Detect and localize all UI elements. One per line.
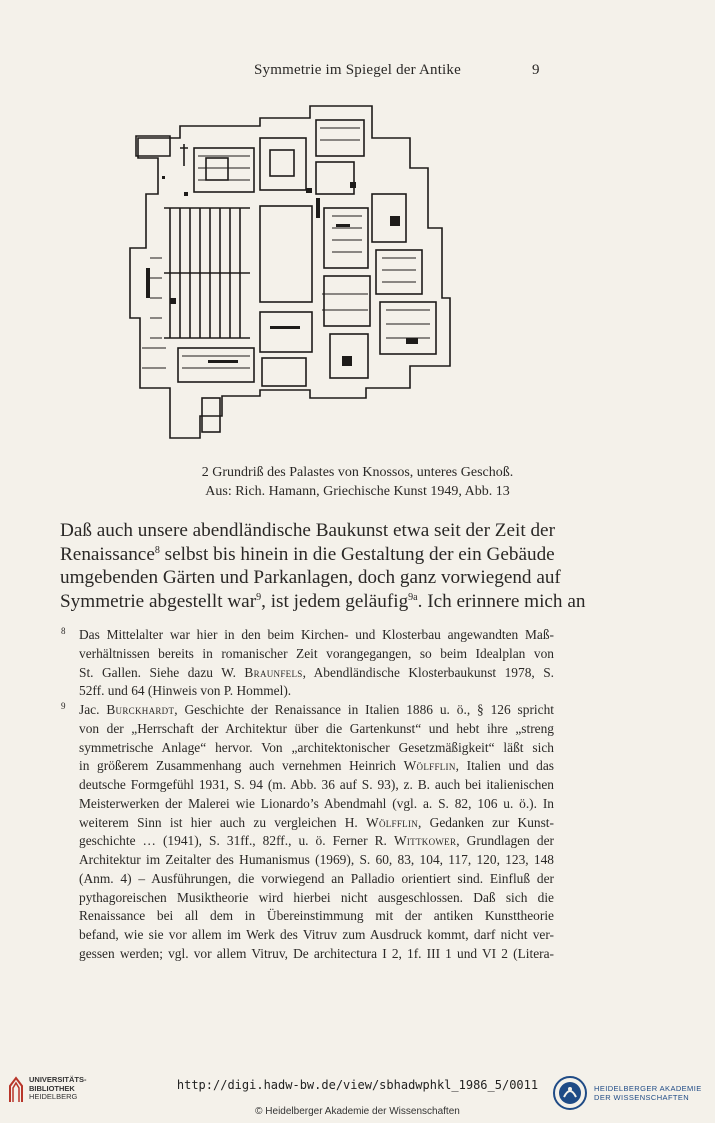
- footnote-number: 8: [61, 626, 66, 636]
- footnote-line: [79, 814, 554, 833]
- footnote-8: [60, 626, 554, 701]
- footnote-9: [60, 701, 554, 964]
- author-name: Wölfflin: [403, 758, 456, 774]
- body-text-fragment: , ist jedem geläufig: [261, 590, 409, 612]
- body-line-4: [60, 590, 586, 614]
- footnote-text: , Italien und das: [455, 758, 555, 774]
- knossos-floor-plan-figure: [110, 98, 470, 450]
- figure-caption-line-2: Aus: Rich. Hamann, Griechische Kunst 1949, Abb. 13: [205, 484, 510, 499]
- footnote-text: geschichte … (1941), S. 31ff., 82ff., u. ö. Ferner R.: [79, 833, 394, 849]
- academy-name: [594, 1084, 702, 1102]
- page-number: 9: [532, 62, 540, 78]
- author-name: Wölfflin: [366, 814, 419, 830]
- footnote-line: [79, 701, 554, 720]
- author-name: Burckhardt: [106, 702, 175, 717]
- footnotes-section: [60, 626, 554, 964]
- footnote-text: , Grundlagen der: [456, 833, 554, 849]
- footnote-line: Architektur im Zeitalter des Humanismus (1969), S. 60, 83, 104, 117, 120, 123, 148: [79, 852, 554, 867]
- footnote-line: Das Mittelalter war hier in den beim Kirchen- und Klosterbau angewandten Maß-: [79, 627, 554, 642]
- footnote-line: symmetrische Anlage“ hervor. Von „architektonischer Gesetzmäßigkeit“ läßt sich: [79, 739, 554, 755]
- footnote-ref-9a: 9a: [408, 591, 418, 603]
- permalink-url[interactable]: http://digi.hadw-bw.de/view/sbhadwphkl_1986_5/0011: [176, 1078, 539, 1092]
- body-line-2: [60, 543, 554, 567]
- floor-plan-drawing: [110, 98, 470, 450]
- footnote-ref-9: 9: [256, 591, 262, 603]
- body-text-fragment: . Ich erinnere mich an: [417, 590, 586, 612]
- academy-seal-icon: [552, 1075, 588, 1111]
- library-name-line: BIBLIOTHEK: [29, 1083, 75, 1093]
- footnote-text: weiterem Sinn ist hier auch zu vergleichen H.: [79, 814, 366, 830]
- footnote-text: St. Gallen. Siehe dazu W.: [79, 664, 245, 680]
- footnote-text: , Gedanken zur Kunst-: [418, 814, 554, 830]
- author-name: Wittkower: [393, 833, 457, 849]
- footnote-line: pythagoreischen Musiktheorie wird hierbei nicht ausgeschlossen. Daß sich die: [79, 889, 554, 905]
- footnote-line: Renaissance bei all dem in Übereinstimmung mit der antiken Kunsttheorie: [79, 908, 554, 924]
- footnote-line: Meisterwerken der Malerei wie Lionardo’s Abendmahl (vgl. a. S. 82, 106 u. ö.). In: [79, 795, 554, 811]
- body-paragraph: [60, 519, 586, 613]
- footnote-line: [79, 664, 554, 683]
- footnote-line: befand, wie sie vor allem im Werk des Vitruv zum Ausdruck kommt, darf nicht ver-: [79, 927, 554, 942]
- footnote-line: 52ff. und 64 (Hinweis von P. Hommel).: [79, 683, 292, 699]
- footnote-line: gessen werden; vgl. vor allem Vitruv, De architectura I 2, 1f. III 1 und VI 2 (Litera-: [79, 945, 554, 961]
- footnote-text: Jac.: [79, 702, 107, 717]
- body-line-3: umgebenden Gärten und Parkanlagen, doch ganz vorwiegend auf: [60, 567, 561, 588]
- library-name-line: UNIVERSITÄTS-: [29, 1075, 87, 1084]
- academy-name-line: HEIDELBERGER AKADEMIE: [594, 1084, 702, 1093]
- footnote-line: [79, 832, 554, 851]
- figure-caption-line-1: 2 Grundriß des Palastes von Knossos, unteres Geschoß.: [201, 465, 514, 480]
- footnote-number: 9: [61, 701, 66, 711]
- footnote-line: [79, 757, 554, 776]
- academy-logo[interactable]: [552, 1075, 702, 1111]
- library-name-line: HEIDELBERG: [29, 1092, 78, 1101]
- footnote-ref-8: 8: [154, 544, 160, 556]
- footnote-text: , Abendländische Klosterbaukunst 1978, S.: [302, 664, 554, 680]
- footnote-line: von der „Herrschaft der Architektur über die Gartenkunst“ und hebt ihre „streng: [79, 720, 554, 736]
- footnote-line: deutsche Formgefühl 1931, S. 94 (m. Abb. 36 auf S. 93), z. B. auch bei italienischen: [79, 777, 554, 792]
- digitization-footer: [0, 1068, 715, 1123]
- body-text-fragment: Renaissance: [60, 543, 155, 565]
- running-header-title: Symmetrie im Spiegel der Antike: [253, 62, 461, 78]
- body-text-fragment: Symmetrie abgestellt war: [60, 590, 257, 612]
- footnote-line: verhältnissen bereits in romanischer Zeit vorangegangen, so beim Idealplan von: [79, 645, 554, 661]
- footnote-line: (Anm. 4) – Ausführungen, die vorwiegend an Palladio orientiert sind. Einfluß der: [79, 870, 554, 886]
- copyright-notice: © Heidelberger Akademie der Wissenschaften: [255, 1106, 460, 1117]
- body-text-fragment: selbst bis hinein in die Gestaltung der ein Gebäude: [159, 543, 555, 565]
- author-name: Braunfels: [244, 664, 303, 680]
- footnote-text: , Geschichte der Renaissance in Italien 1886 u. ö., § 126 spricht: [174, 702, 555, 717]
- footnote-text: in größerem Zusammenhang auch vernehmen Heinrich: [79, 758, 404, 774]
- body-line-1: Daß auch unsere abendländische Baukunst etwa seit der Zeit der: [60, 520, 555, 541]
- academy-name-line: DER WISSENSCHAFTEN: [594, 1093, 690, 1102]
